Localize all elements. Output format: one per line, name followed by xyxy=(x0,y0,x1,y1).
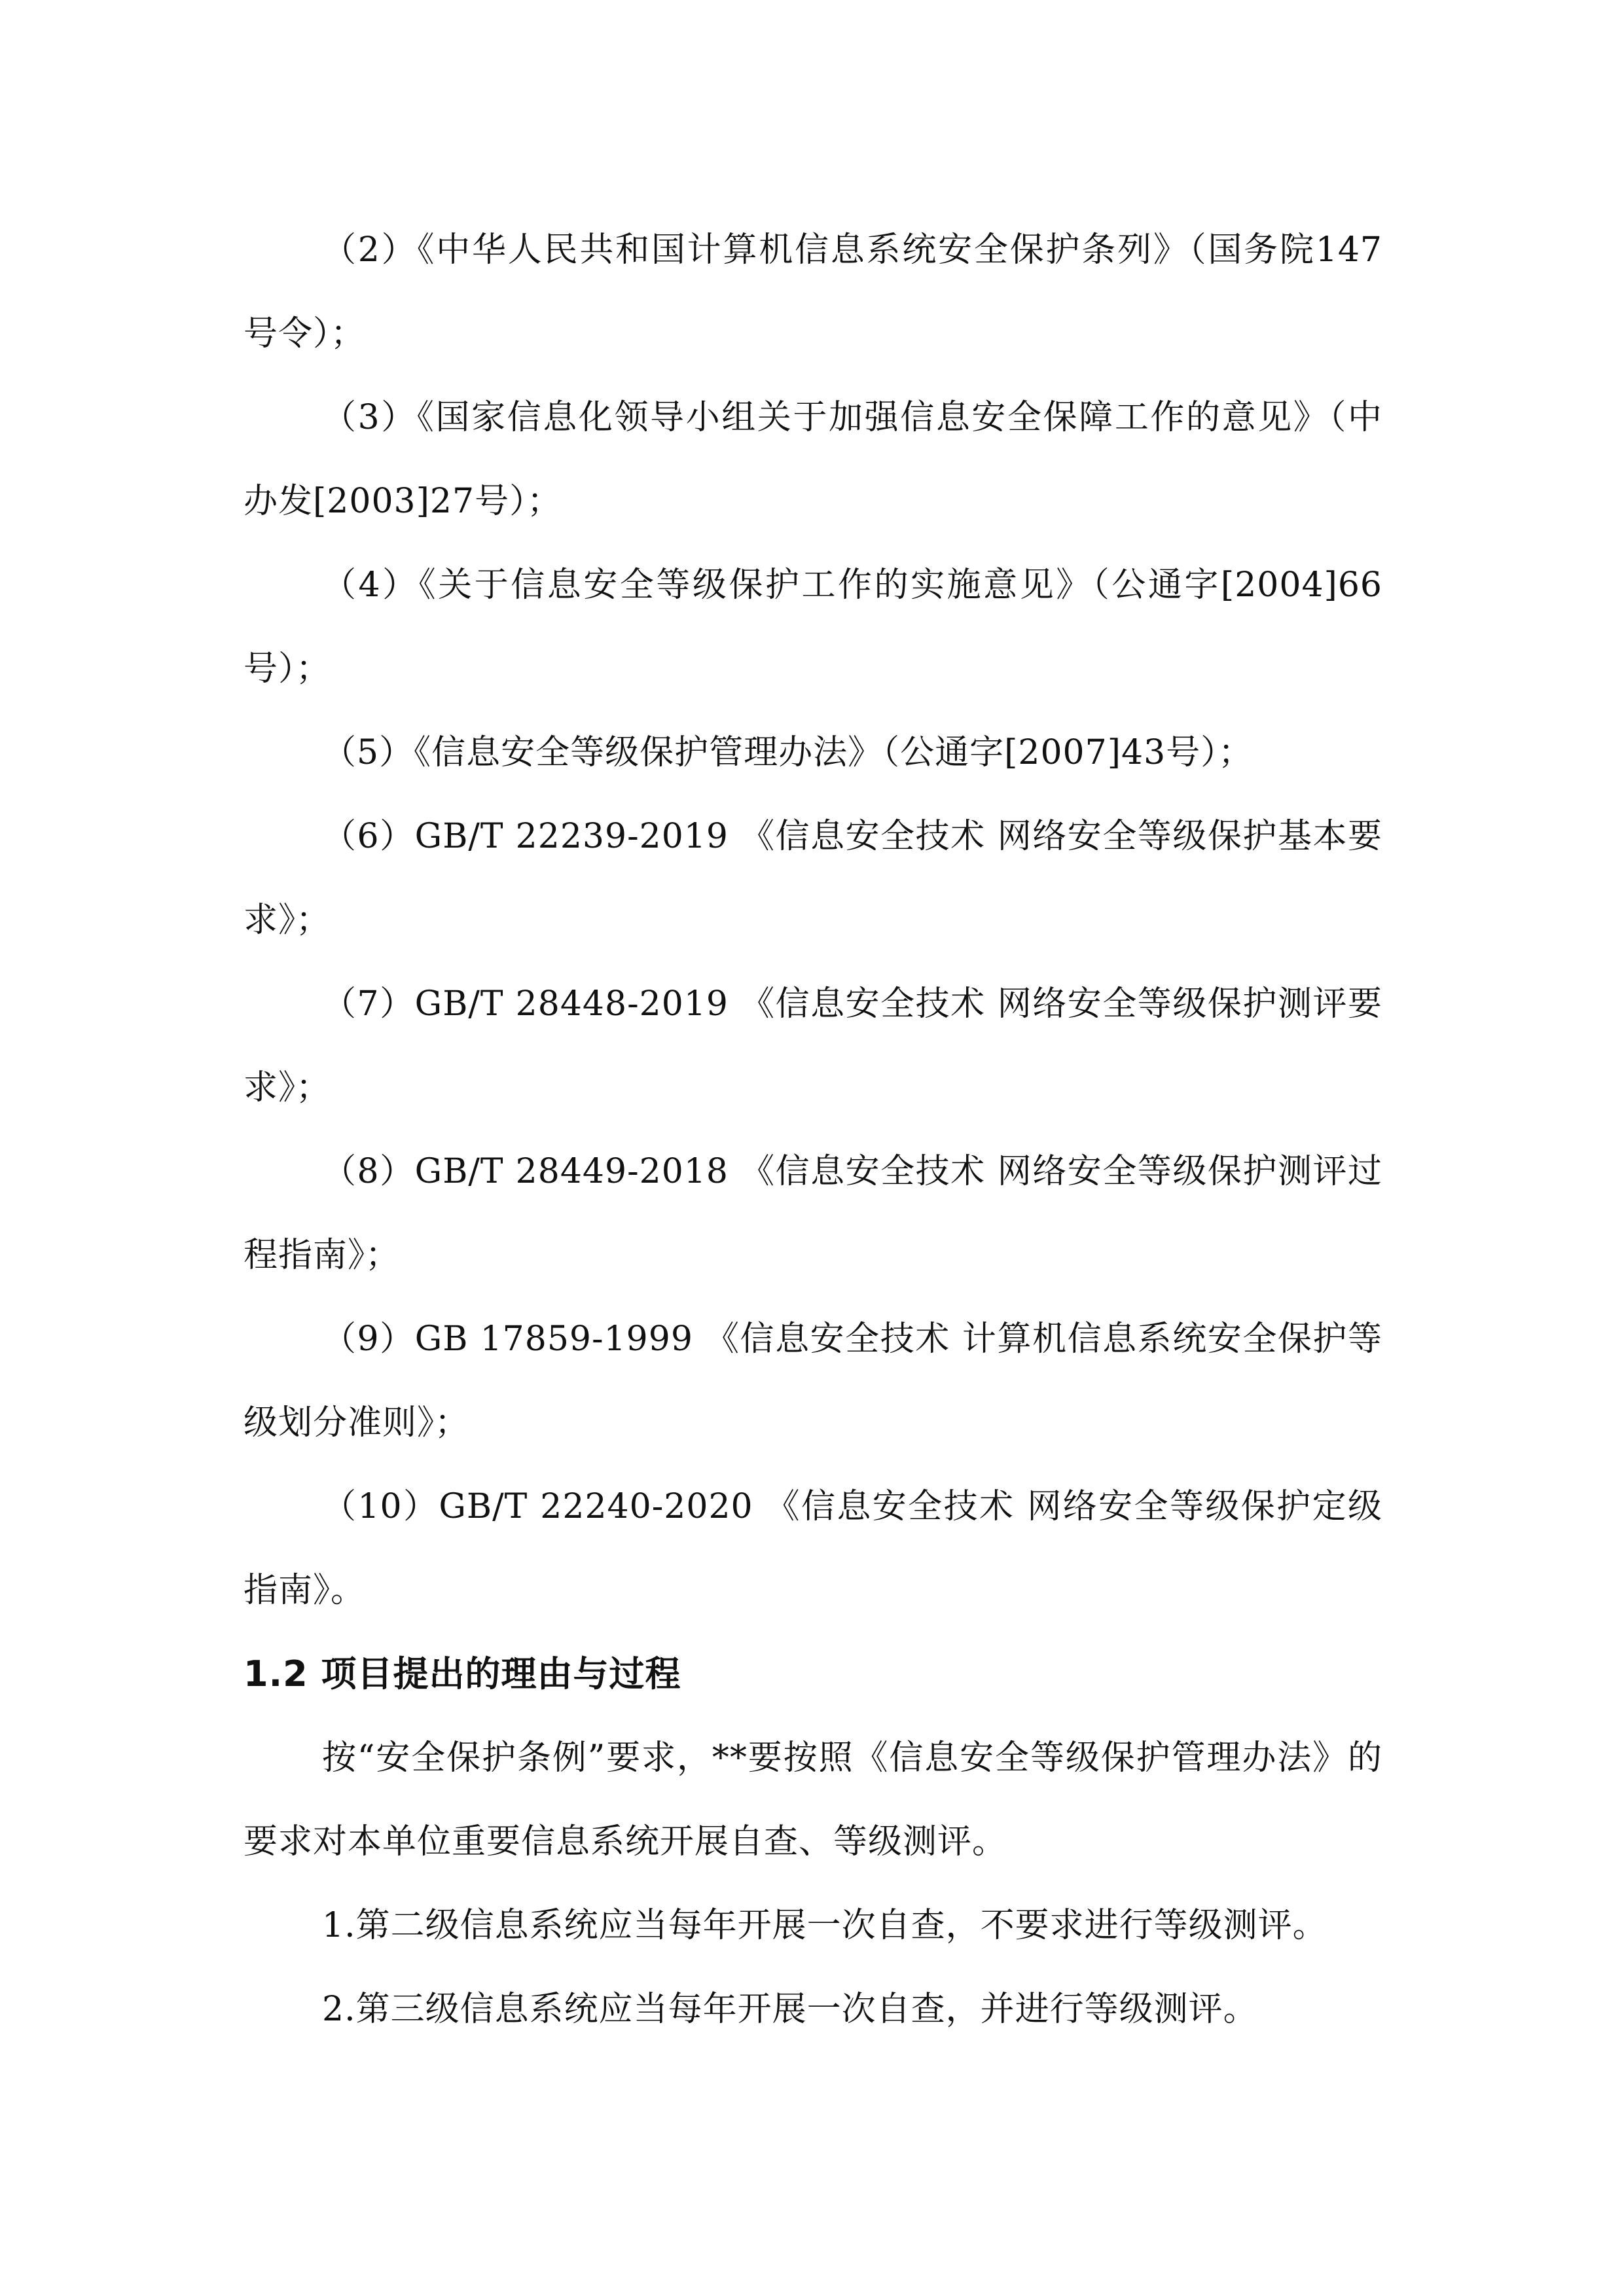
section-list-item-1: 1.第二级信息系统应当每年开展一次自查，不要求进行等级测评。 xyxy=(322,1906,1327,1945)
reference-item-3: （3）《国家信息化领导小组关于加强信息安全保障工作的意见》（中办发[2003]27号）； xyxy=(244,398,1382,521)
section-intro-paragraph: 按“安全保护条例”要求，**要按照《信息安全等级保护管理办法》的要求对本单位重要信息系统开展自查、等级测评。 xyxy=(244,1738,1382,1861)
reference-item-8: （8）GB/T 28449-2018 《信息安全技术 网络安全等级保护测评过程指南》； xyxy=(244,1152,1382,1275)
reference-item-5: （5）《信息安全等级保护管理办法》（公通字[2007]43号）； xyxy=(322,733,1254,772)
section-list-item-2: 2.第三级信息系统应当每年开展一次自查，并进行等级测评。 xyxy=(322,1990,1258,2029)
reference-item-7: （7）GB/T 28448-2019 《信息安全技术 网络安全等级保护测评要求》； xyxy=(244,984,1382,1107)
reference-item-6: （6）GB/T 22239-2019 《信息安全技术 网络安全等级保护基本要求》； xyxy=(244,817,1382,940)
reference-item-2: （2）《中华人民共和国计算机信息系统安全保护条列》（国务院147号令）； xyxy=(244,230,1382,353)
reference-item-9: （9）GB 17859-1999 《信息安全技术 计算机信息系统安全保护等级划分准则》； xyxy=(244,1319,1382,1443)
document-body xyxy=(244,208,1382,2051)
reference-item-10: （10）GB/T 22240-2020 《信息安全技术 网络安全等级保护定级指南》。 xyxy=(244,1487,1382,1610)
section-heading: 1.2 项目提出的理由与过程 xyxy=(244,1653,681,1695)
reference-item-4: （4）《关于信息安全等级保护工作的实施意见》（公通字[2004]66号）； xyxy=(244,565,1382,689)
